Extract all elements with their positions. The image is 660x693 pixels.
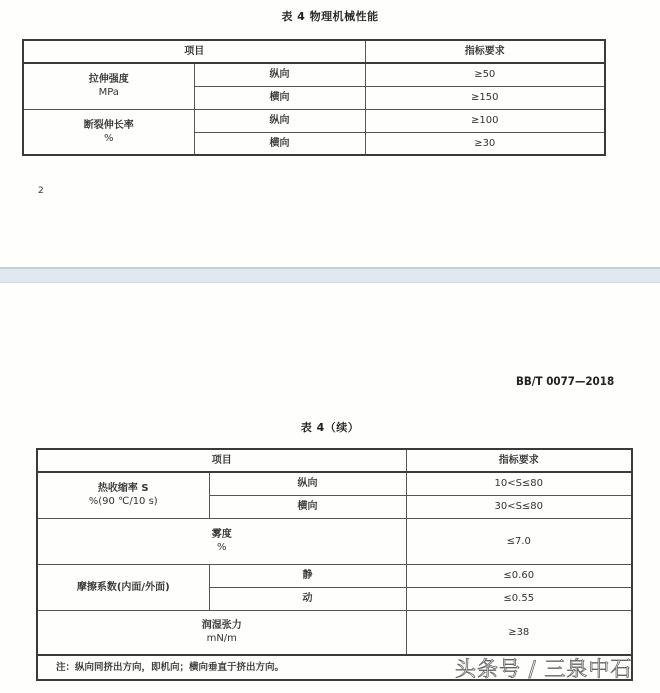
value-cell: ≥30 <box>365 132 605 155</box>
table-note: 注：纵向同挤出方向，即机向；横向垂直于挤出方向。 <box>37 655 632 680</box>
direction-cell: 横向 <box>194 86 365 109</box>
wetting-label <box>37 610 406 655</box>
friction-type-cell: 动 <box>209 587 406 610</box>
group-unit: %(90 ℃/10 s) <box>88 496 158 508</box>
mechanical-properties-table-continued <box>36 448 633 681</box>
direction-cell: 纵向 <box>194 109 365 132</box>
watermark: 头条号 / 三泉中石 <box>455 657 633 681</box>
header-item: 项目 <box>23 40 365 63</box>
table-caption: 表 4 物理机械性能 <box>281 10 379 23</box>
value-cell: ≤0.55 <box>406 587 632 610</box>
group-name: 雾度 <box>211 529 232 540</box>
direction-cell: 纵向 <box>194 63 365 86</box>
mechanical-properties-table <box>22 39 606 156</box>
table-caption-continued: 表 4（续） <box>300 421 360 434</box>
value-cell: ≤0.60 <box>406 564 632 587</box>
heat-shrink-label <box>37 472 209 518</box>
direction-cell: 横向 <box>194 132 365 155</box>
group-unit: MPa <box>98 87 119 99</box>
friction-type-cell: 静 <box>209 564 406 587</box>
group-name: 热收缩率 S <box>97 483 149 495</box>
group-name: 断裂伸长率 <box>83 119 134 131</box>
value-cell: ≤7.0 <box>406 518 632 564</box>
group-label <box>23 109 194 155</box>
value-cell: ≥38 <box>406 610 632 655</box>
group-unit: % <box>216 542 227 553</box>
value-cell: ≥100 <box>365 109 605 132</box>
group-name: 拉伸强度 <box>88 74 129 86</box>
direction-cell: 纵向 <box>209 472 406 495</box>
page-separator <box>0 267 660 283</box>
group-unit: % <box>103 132 114 144</box>
value-cell: 10<S≤80 <box>406 472 632 495</box>
group-unit: mN/m <box>206 633 237 645</box>
header-item: 项目 <box>37 449 406 472</box>
friction-label: 摩擦系数(内面/外面) <box>37 564 209 610</box>
group-name: 润湿张力 <box>201 620 242 632</box>
header-requirement: 指标要求 <box>365 40 605 63</box>
direction-cell: 横向 <box>209 495 406 518</box>
value-cell: 30<S≤80 <box>406 495 632 518</box>
haze-label <box>37 518 406 564</box>
page-number: 2 <box>38 186 44 196</box>
document-code: BB/T 0077—2018 <box>516 374 615 388</box>
value-cell: ≥150 <box>365 86 605 109</box>
header-requirement: 指标要求 <box>406 449 632 472</box>
value-cell: ≥50 <box>365 63 605 86</box>
group-label <box>23 63 194 109</box>
